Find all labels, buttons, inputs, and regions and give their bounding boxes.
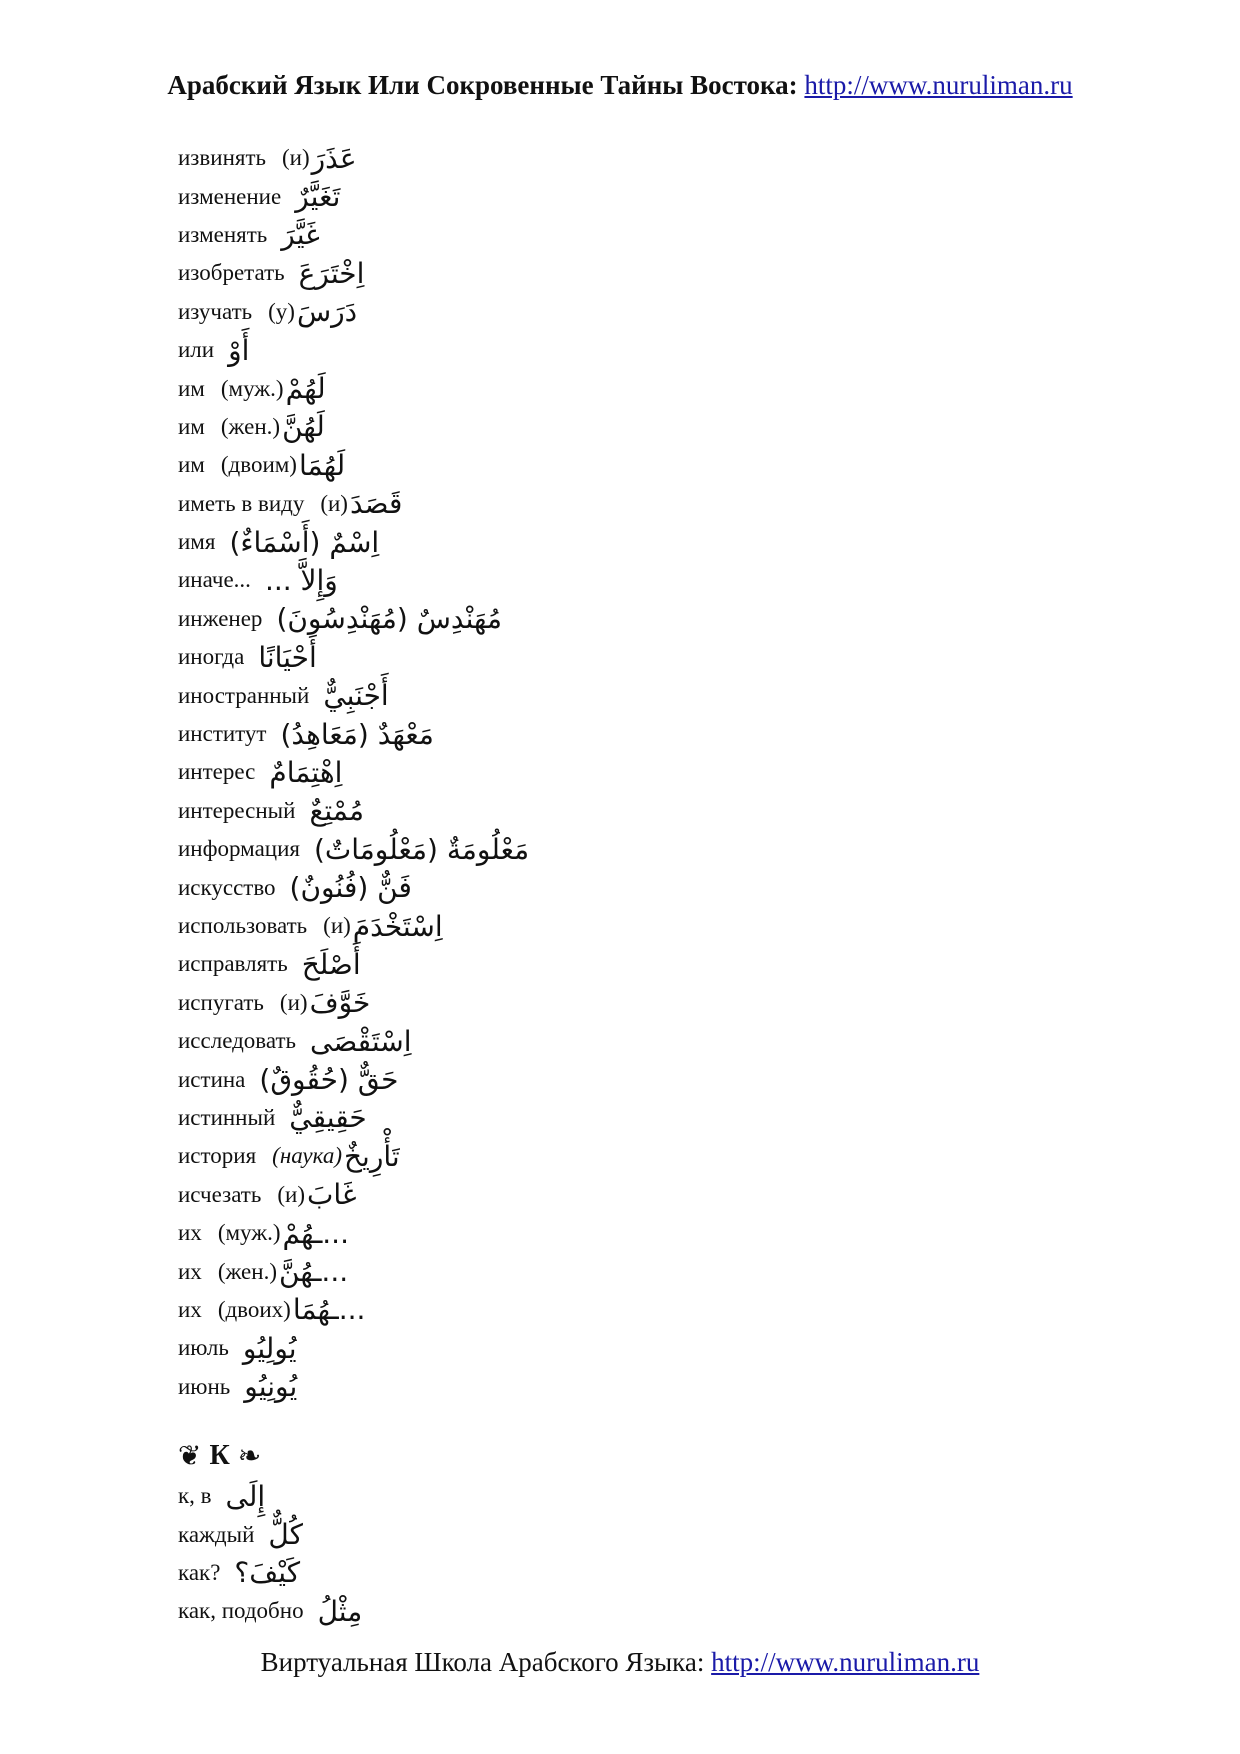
- dictionary-entry: [178, 600, 878, 638]
- entry-arabic: اِسْتَقْصَى: [310, 1024, 412, 1058]
- entry-arabic: إِلَى: [225, 1479, 266, 1513]
- entry-russian: информация: [178, 836, 300, 862]
- dictionary-entry: [178, 331, 878, 369]
- entry-russian: исправлять: [178, 951, 288, 977]
- header-title: Арабский Язык Или Сокровенные Тайны Востока:: [167, 70, 798, 100]
- entry-arabic: غَابَ: [307, 1178, 357, 1212]
- header-link[interactable]: http://www.nuruliman.ru: [804, 70, 1073, 100]
- dictionary-entry: [178, 1291, 878, 1329]
- entry-russian: исследовать: [178, 1028, 297, 1054]
- dictionary-entry: [178, 1368, 878, 1406]
- entry-arabic: يُولِيُو: [242, 1331, 297, 1365]
- entry-arabic: تَأْرِيخٌ: [343, 1139, 400, 1173]
- dictionary-list: [178, 139, 878, 1406]
- dictionary-entry: [178, 868, 878, 906]
- entry-arabic: وَإِلاَّ ...: [264, 563, 338, 597]
- entry-note: (и): [282, 145, 310, 171]
- entry-note: (и): [277, 1181, 305, 1207]
- entry-russian: извинять: [178, 145, 266, 171]
- entry-russian: искусство: [178, 874, 276, 900]
- ornament-right-icon: ❧: [237, 1439, 262, 1472]
- dictionary-entry: [178, 254, 878, 292]
- entry-arabic: مُهَنْدِسٌ (مُهَنْدِسُونَ): [276, 602, 502, 636]
- page-header: [0, 70, 1240, 101]
- entry-arabic: غَيَّرَ: [281, 218, 320, 252]
- dictionary-entry: [178, 792, 878, 830]
- entry-arabic: خَوَّفَ: [309, 986, 371, 1020]
- entry-arabic: أَجْنَبِيٌّ: [323, 679, 389, 713]
- entry-note: (муж.): [220, 375, 284, 401]
- dictionary-entry: [178, 638, 878, 676]
- dictionary-entry: [178, 1214, 878, 1252]
- entry-arabic: ...ـهُمَا: [292, 1293, 366, 1327]
- entry-note: (у): [268, 298, 295, 324]
- dictionary-entry: [178, 984, 878, 1022]
- dictionary-entry: [178, 1554, 878, 1592]
- dictionary-entry: [178, 1176, 878, 1214]
- dictionary-entry: [178, 1022, 878, 1060]
- dictionary-entry: [178, 446, 878, 484]
- entry-russian: изменение: [178, 183, 282, 209]
- dictionary-entry: [178, 1329, 878, 1367]
- dictionary-entry: [178, 1592, 878, 1630]
- dictionary-entry: [178, 369, 878, 407]
- entry-russian: их: [178, 1258, 202, 1284]
- entry-russian: использовать: [178, 913, 308, 938]
- dictionary-entry: [178, 907, 878, 945]
- entry-note: (двоих): [217, 1296, 291, 1322]
- entry-russian: как, подобно: [178, 1598, 304, 1624]
- entry-arabic: ...ـهُمْ: [282, 1216, 349, 1250]
- entry-russian: им: [178, 375, 205, 401]
- footer-link[interactable]: http://www.nuruliman.ru: [711, 1647, 980, 1677]
- entry-arabic: لَهُمْ: [285, 372, 326, 406]
- section-heading: [178, 1439, 261, 1472]
- entry-arabic: مَعْهَدٌ (مَعَاهِدُ): [280, 717, 434, 751]
- entry-russian: изучать: [178, 298, 253, 324]
- entry-arabic: تَغَيَّرٌ: [295, 180, 341, 214]
- dictionary-entry: [178, 293, 878, 331]
- entry-arabic: اِهْتِمَامٌ: [269, 755, 343, 789]
- entry-russian: как?: [178, 1559, 221, 1585]
- entry-russian: иначе...: [178, 567, 251, 593]
- entry-arabic: اِخْتَرَعَ: [298, 256, 365, 290]
- entry-russian: истинный: [178, 1104, 276, 1130]
- footer-text: Виртуальная Школа Арабского Языка:: [260, 1647, 705, 1677]
- dictionary-entry: [178, 830, 878, 868]
- entry-note: (двоим): [220, 452, 297, 478]
- entry-arabic: اِسْمٌ (أَسْمَاءٌ): [229, 525, 380, 559]
- entry-arabic: أَوْ: [228, 333, 250, 367]
- entry-note: (и): [320, 490, 348, 516]
- entry-russian: интересный: [178, 797, 296, 823]
- dictionary-entry: [178, 1477, 878, 1515]
- entry-arabic: مَعْلُومَةٌ (مَعْلُومَاتٌ): [313, 832, 530, 866]
- entry-russian: истина: [178, 1066, 246, 1092]
- dictionary-entry: [178, 1515, 878, 1553]
- entry-russian: изобретать: [178, 260, 285, 286]
- entry-russian: иметь в виду: [178, 490, 305, 516]
- entry-arabic: كَيْفَ؟: [234, 1556, 301, 1590]
- entry-arabic: فَنٌّ (فُنُونٌ): [289, 871, 412, 905]
- entry-arabic: أَحْيَانًا: [258, 640, 317, 674]
- entry-russian: их: [178, 1296, 202, 1322]
- entry-russian: история: [178, 1143, 257, 1169]
- dictionary-entry: [178, 1099, 878, 1137]
- section-letter: К: [209, 1439, 230, 1471]
- entry-russian: изменять: [178, 221, 268, 247]
- entry-russian: испугать: [178, 989, 264, 1015]
- dictionary-entry: [178, 1060, 878, 1098]
- entry-arabic: قَصَدَ: [349, 487, 403, 521]
- entry-note: (муж.): [217, 1220, 281, 1246]
- dictionary-entry: [178, 945, 878, 983]
- entry-russian: их: [178, 1220, 202, 1246]
- entry-note: (и): [279, 989, 308, 1015]
- entry-russian: иногда: [178, 644, 245, 670]
- dictionary-entry: [178, 408, 878, 446]
- entry-arabic: لَهُمَا: [298, 448, 346, 482]
- dictionary-entry: [178, 177, 878, 215]
- dictionary-list-k: [178, 1477, 878, 1631]
- entry-russian: июль: [178, 1335, 229, 1361]
- entry-russian: интерес: [178, 759, 256, 785]
- dictionary-entry: [178, 676, 878, 714]
- dictionary-entry: [178, 753, 878, 791]
- dictionary-entry: [178, 561, 878, 599]
- entry-arabic: اِسْتَخْدَمَ: [352, 909, 443, 943]
- dictionary-entry: [178, 139, 878, 177]
- entry-russian: иностранный: [178, 682, 310, 708]
- entry-note: (и): [323, 913, 351, 938]
- entry-arabic: كُلٌّ: [268, 1518, 303, 1552]
- entry-arabic: دَرَسَ: [296, 295, 358, 329]
- entry-russian: каждый: [178, 1521, 255, 1547]
- entry-arabic: مِثْلُ: [317, 1594, 363, 1628]
- entry-russian: исчезать: [178, 1181, 262, 1207]
- dictionary-entry: [178, 1252, 878, 1290]
- entry-arabic: لَهُنَّ: [282, 410, 325, 444]
- entry-russian: им: [178, 452, 205, 478]
- entry-arabic: يُونِيُو: [244, 1370, 298, 1404]
- entry-note: (наука): [272, 1143, 342, 1169]
- entry-russian: к, в: [178, 1483, 212, 1509]
- entry-arabic: عَذَرَ: [311, 141, 357, 175]
- dictionary-entry: [178, 216, 878, 254]
- entry-note: (жен.): [217, 1258, 277, 1284]
- page-footer: [0, 1647, 1240, 1678]
- entry-russian: имя: [178, 529, 216, 555]
- entry-russian: инженер: [178, 605, 263, 631]
- entry-note: (жен.): [220, 413, 281, 439]
- dictionary-entry: [178, 1137, 878, 1175]
- dictionary-entry: [178, 715, 878, 753]
- entry-arabic: ...ـهُنَّ: [279, 1255, 349, 1289]
- entry-russian: или: [178, 337, 215, 363]
- dictionary-entry: [178, 523, 878, 561]
- entry-arabic: أَصْلَحَ: [301, 947, 361, 981]
- entry-russian: июнь: [178, 1373, 231, 1399]
- ornament-left-icon: ❦: [178, 1439, 202, 1472]
- entry-arabic: حَقٌّ (حُقُوقٌ): [259, 1063, 399, 1097]
- dictionary-entry: [178, 485, 878, 523]
- entry-russian: институт: [178, 721, 267, 747]
- entry-russian: им: [178, 413, 205, 439]
- entry-arabic: حَقِيقِيٌّ: [289, 1101, 367, 1135]
- entry-arabic: مُمْتِعٌ: [309, 794, 364, 828]
